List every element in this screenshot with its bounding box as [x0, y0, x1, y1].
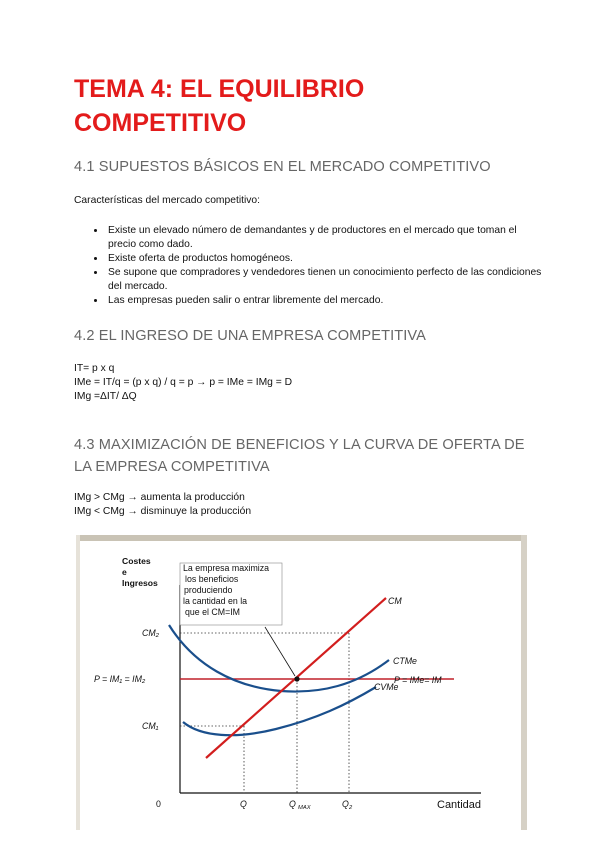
tick-label-price: P = IM₁ = IM₂: [94, 674, 146, 684]
assumptions-list: [90, 224, 546, 308]
list-item: • Se supone que compradores y vendedores tienen un conocimiento perfecto de las condiciones del mercado.: [106, 266, 546, 294]
list-item: • Existe oferta de productos homogéneos.: [106, 252, 546, 266]
figure-frame-left: [76, 535, 80, 830]
tick-label-cm2: CM₂: [142, 628, 160, 638]
list-item: • Las empresas pueden salir o entrar libremente del mercado.: [106, 294, 546, 308]
section-heading-4-3: 4.3 MAXIMIZACIÓN DE BENEFICIOS Y LA CURVA DE OFERTA DE LA EMPRESA COMPETITIVA: [74, 437, 525, 475]
rule-line: IMg > CMg → aumenta la producción: [74, 492, 245, 503]
formula-line: IT= p x q: [74, 363, 115, 374]
origin-label: 0: [156, 799, 161, 809]
tick-label-qmax-sub: MAX: [298, 805, 311, 811]
rule-line: IMg < CMg → disminuye la producción: [74, 506, 252, 517]
cm-label: CM: [388, 596, 402, 606]
tick-label-qmax: Q: [289, 799, 296, 809]
tick-label-q2-sub: 2: [349, 805, 353, 811]
annotation-text: La empresa maximiza los beneficios produciendo la cantidad en la que el CM=IM: [183, 563, 270, 617]
demand-label: P = IMe= IM: [394, 675, 442, 685]
y-axis-title-3: Ingresos: [122, 578, 158, 588]
figure-frame-right: [521, 535, 527, 830]
section-intro: Características del mercado competitivo:: [74, 195, 260, 206]
profit-max-figure: [76, 535, 527, 830]
page-title: TEMA 4: EL EQUILIBRIO COMPETITIVO: [74, 75, 365, 137]
equilibrium-point: [294, 676, 299, 681]
y-axis-title-1: Costes: [122, 556, 151, 566]
formula-line: IMe = IT/q = (p x q) / q = p → p = IMe = IMg = D: [74, 377, 293, 388]
section-heading-4-2: 4.2 EL INGRESO DE UNA EMPRESA COMPETITIVA: [74, 328, 427, 344]
figure-frame-top: [76, 535, 527, 541]
tick-label-cm1: CM₁: [142, 721, 159, 731]
y-axis-title-2: e: [122, 567, 127, 577]
section-heading-4-1: 4.1 SUPUESTOS BÁSICOS EN EL MERCADO COMPETITIVO: [74, 159, 491, 175]
list-item: • Existe un elevado número de demandantes y de productores en el mercado que toman el precio como dado.: [106, 224, 546, 252]
profit-max-chart: [76, 535, 527, 830]
ctme-label: CTMe: [393, 656, 417, 666]
cvme-label: CVMe: [374, 682, 399, 692]
tick-label-q2: Q: [342, 799, 349, 809]
x-axis-title: Cantidad: [437, 799, 482, 811]
formula-line: IMg =ΔIT/ ΔQ: [74, 391, 137, 402]
tick-label-q: Q: [240, 799, 247, 809]
